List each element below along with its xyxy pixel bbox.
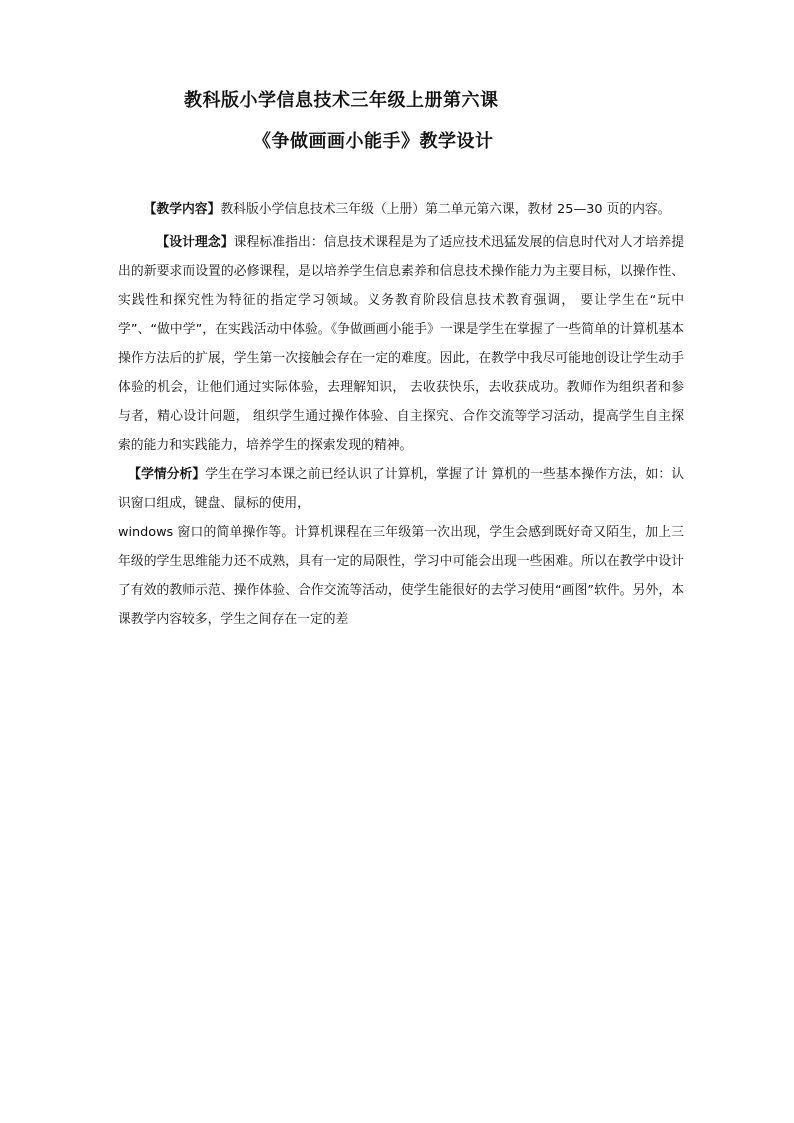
section-teaching-content xyxy=(118,195,684,224)
section-student-analysis xyxy=(118,460,684,518)
section-text: 学生在学习本课之前已经认识了计算机，掌握了计 算机的一些基本操作方法，如：认识窗口组成，键盘、鼠标的使用， xyxy=(118,467,684,511)
section-heading: 【设计理念】 xyxy=(156,235,234,250)
section-design-concept xyxy=(118,228,684,460)
document-subtitle: 《争做画画小能手》教学设计 xyxy=(253,131,494,152)
section-continuation: windows 窗口的简单操作等。计算机课程在三年级第一次出现，学生会感到既好奇又陌生，加上三年级的学生思维能力还不成熟，具有一定的局限性，学习中可能会出现一些困难。所以在教学中设计了有效的教师示范、操作体验、合作交流等活动，使学生能很好的去学习使用“画图”软件。另外，本课教学内容较多，学生之间存在一定的差 xyxy=(118,525,684,627)
section-heading: 【学情分析】 xyxy=(128,467,206,482)
document-body xyxy=(118,195,684,634)
section-text: 教科版小学信息技术三年级（上册）第二单元第六课，教材 25—30 页的内容。 xyxy=(220,202,671,217)
section-heading: 【教学内容】 xyxy=(143,202,221,217)
document-title: 教科版小学信息技术三年级上册第六课 xyxy=(184,90,499,111)
section-text: 课程标准指出：信息技术课程是为了适应技术迅猛发展的信息时代对人才培养提出的新要求而设置的必修课程，是以培养学生信息素养和信息技术操作能力为主要目标，以操作性、实践性和探究性为特征的指定学习领域。义务教育阶段信息技术教育强调， 要让学生在“玩中学”、“做中学”，在实践活动中体验。《争做画画小能手》一课是学生在掌握了一些简单的计算机基本操作方法后的扩展，学生第一次接触会存在一定的难度。因此，在教学中我尽可能地创设让学生动手体验的机会，让他们通过实际体验，去理解知识， 去收获快乐，去收获成功。教师作为组织者和参与者，精心设计问题， 组织学生通过操作体验、自主探究、合作交流等学习活动，提高学生自主探索的能力和实践能力，培养学生的探索发现的精神。 xyxy=(118,235,685,453)
